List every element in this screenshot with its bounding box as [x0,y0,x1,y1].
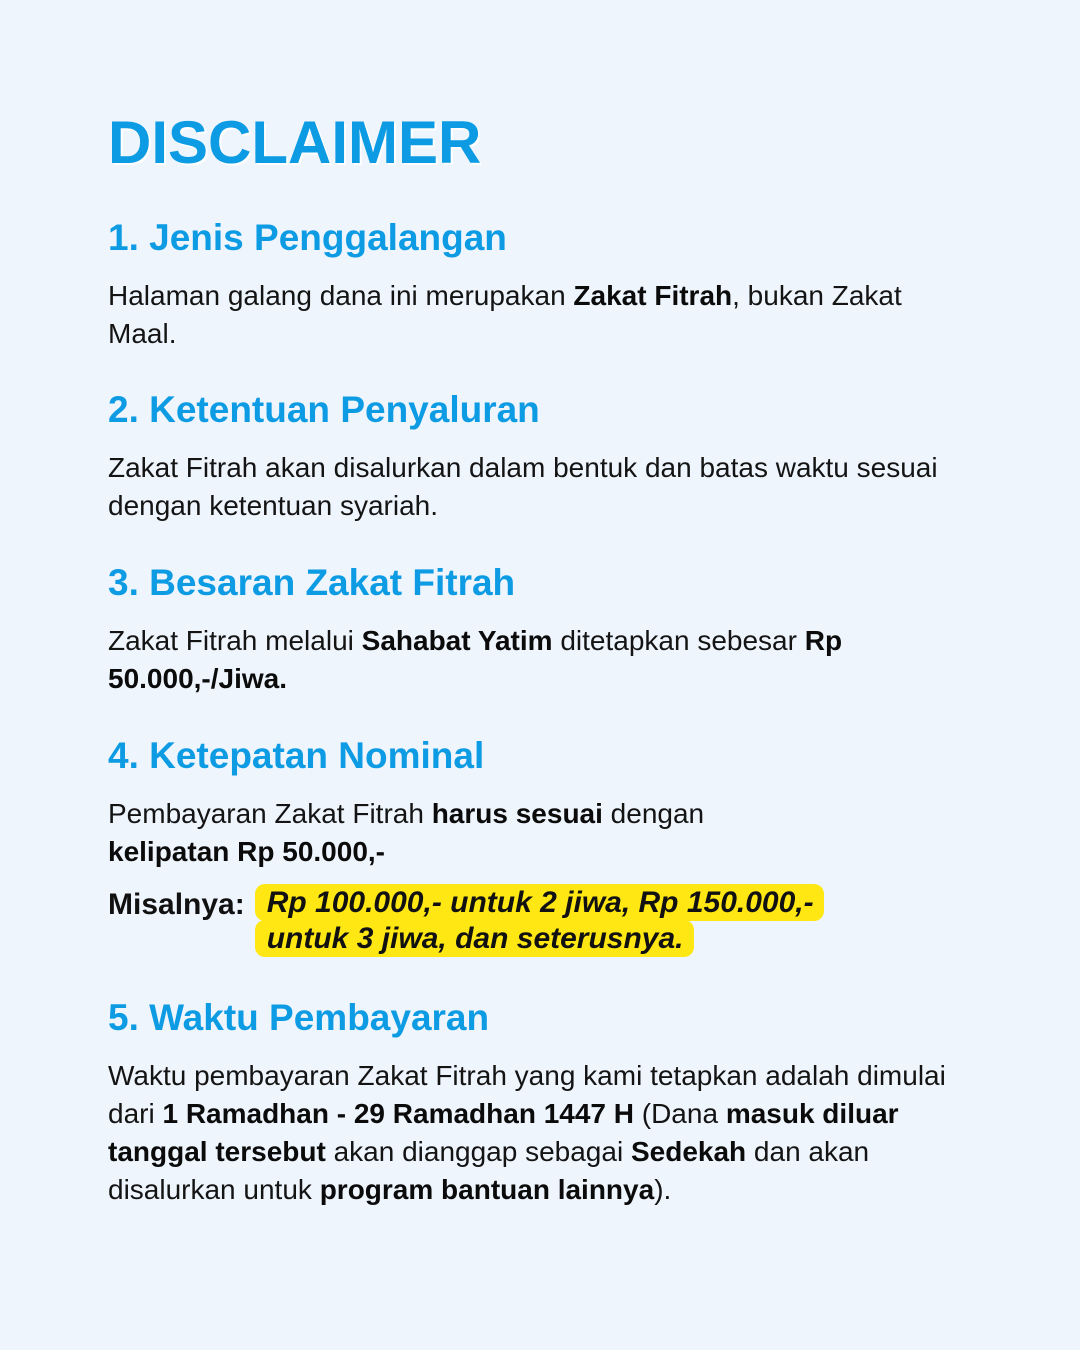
section-besaran-zakat-fitrah [108,561,958,698]
section-heading: 2. Ketentuan Penyaluran [108,389,540,430]
example-text: Rp 100.000,- untuk 2 jiwa, Rp 150.000,- untuk 3 jiwa, dan seterusnya. [255,884,824,957]
section-body: Zakat Fitrah akan disalurkan dalam bentuk dan batas waktu sesuai dengan ketentuan syariah. [108,452,938,521]
example-row [108,885,895,957]
section-heading: 3. Besaran Zakat Fitrah [108,562,516,603]
section-waktu-pembayaran [108,996,958,1209]
section-body: Pembayaran Zakat Fitrah harus sesuai dengan kelipatan Rp 50.000,- [108,798,705,867]
example-label: Misalnya: [108,888,245,921]
section-body: Halaman galang dana ini merupakan Zakat Fitrah, bukan Zakat Maal. [108,280,902,349]
section-heading: 4. Ketepatan Nominal [108,735,485,776]
section-body: Zakat Fitrah melalui Sahabat Yatim ditetapkan sebesar Rp 50.000,-/Jiwa. [108,625,843,694]
section-heading: 5. Waktu Pembayaran [108,997,490,1038]
section-ketepatan-nominal [108,734,895,957]
section-ketentuan-penyaluran [108,388,958,525]
section-body: Waktu pembayaran Zakat Fitrah yang kami tetapkan adalah dimulai dari 1 Ramadhan - 29 Ramadhan 1447 H (Dana masuk diluar tanggal tersebut akan dianggap sebagai Sedekah dan akan disalurkan untuk program bantuan lainnya). [108,1060,946,1205]
disclaimer-page [108,108,958,1205]
page-title: DISCLAIMER [108,109,482,176]
section-jenis-penggalangan [108,216,958,353]
section-heading: 1. Jenis Penggalangan [108,217,507,258]
example-highlight [255,885,895,957]
